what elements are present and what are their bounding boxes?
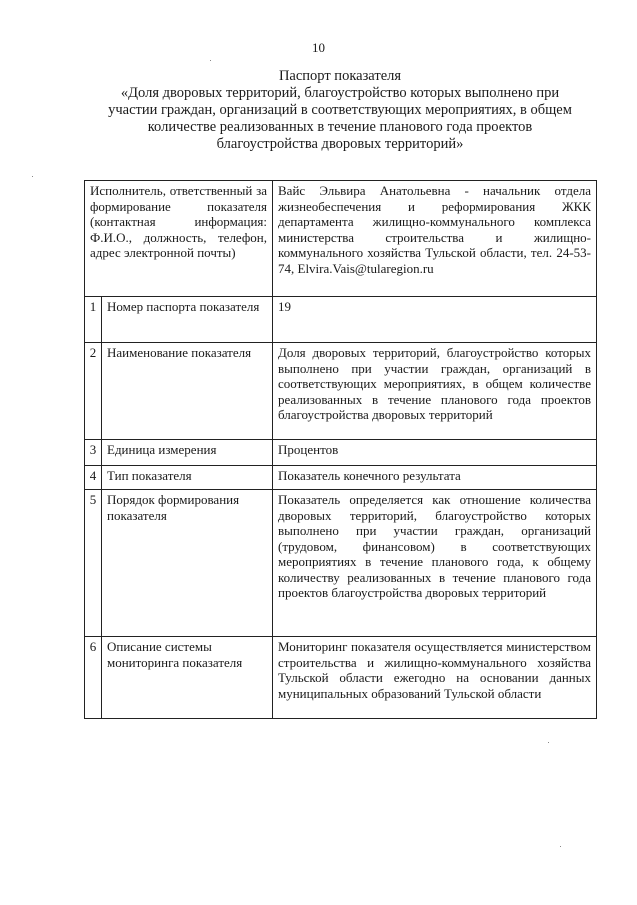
table-row xyxy=(85,637,597,719)
table-row xyxy=(85,297,597,343)
page-number: 10 xyxy=(312,40,325,55)
document-title xyxy=(80,68,600,153)
row-label: Тип показателя xyxy=(102,466,273,490)
row-value: Процентов xyxy=(273,440,597,466)
scan-speck xyxy=(210,60,211,61)
passport-table xyxy=(84,180,597,719)
title-line-4: количестве реализованных в течение планового года проектов xyxy=(147,119,533,135)
row-number: 5 xyxy=(85,490,102,637)
title-line-5: благоустройства дворовых территорий» xyxy=(216,136,464,152)
row-number: 1 xyxy=(85,297,102,343)
row-value: 19 xyxy=(273,297,597,343)
row-value: Показатель конечного результата xyxy=(273,466,597,490)
table-row-executor xyxy=(85,181,597,297)
title-line-3: участии граждан, организаций в соответствующих мероприятиях, в общем xyxy=(108,102,572,118)
scan-speck xyxy=(32,176,33,177)
row-label: Наименование показателя xyxy=(102,343,273,440)
table-row xyxy=(85,440,597,466)
scan-speck xyxy=(548,742,549,743)
table-row xyxy=(85,466,597,490)
row-number: 2 xyxy=(85,343,102,440)
row-value: Мониторинг показателя осуществляется министерством строительства и жилищно-коммунального хозяйства Тульской области ежегодно на основании данных муниципальных образований Тульской области xyxy=(273,637,597,719)
title-line-1: Паспорт показателя xyxy=(278,68,402,84)
row-label: Описание системы мониторинга показателя xyxy=(102,637,273,719)
executor-label-cell: Исполнитель, ответственный за формирование показателя (контактная информация: Ф.И.О., должность, телефон, адрес электронной почты) xyxy=(85,181,273,297)
row-number: 4 xyxy=(85,466,102,490)
row-number: 6 xyxy=(85,637,102,719)
table-row xyxy=(85,343,597,440)
scan-speck xyxy=(560,846,561,847)
title-line-2: «Доля дворовых территорий, благоустройство которых выполнено при xyxy=(120,85,560,101)
row-label: Номер паспорта показателя xyxy=(102,297,273,343)
executor-value-cell: Вайс Эльвира Анатольевна - начальник отдела жизнеобеспечения и реформирования ЖКК департамента жилищно-коммунального комплекса министерства строительства и жилищно-коммунального хозяйства Тульской области, тел. 24-53-74, Elvira.Vais@tularegion.ru xyxy=(273,181,597,297)
row-label: Порядок формирования показателя xyxy=(102,490,273,637)
row-value: Доля дворовых территорий, благоустройство которых выполнено при участии граждан, организаций в соответствующих мероприятиях, в общем количестве реализованных в течение планового года проектов благоустройства дворовых территорий xyxy=(273,343,597,440)
row-value: Показатель определяется как отношение количества дворовых территорий, благоустройство которых выполнено при участии граждан, организаций (трудовом, финансовом) в соответствующих мероприятиях в течение планового года, к общему количеству реализованных в течение планового года проектов благоустройства дворовых территорий xyxy=(273,490,597,637)
row-number: 3 xyxy=(85,440,102,466)
row-label: Единица измерения xyxy=(102,440,273,466)
table-row xyxy=(85,490,597,637)
